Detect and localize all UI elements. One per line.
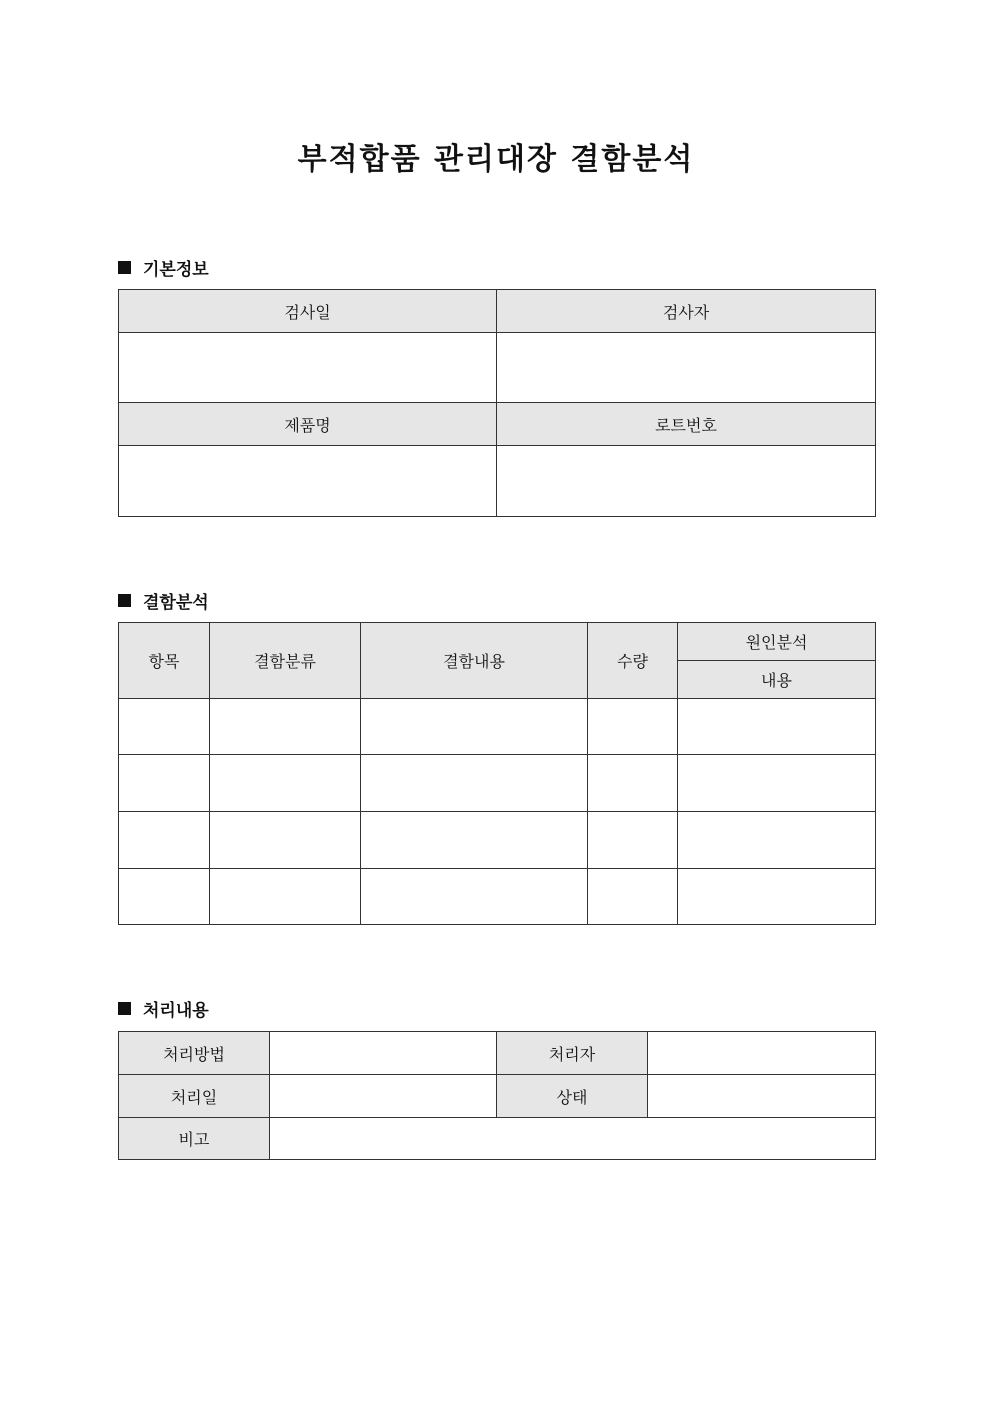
processing-date-label: 처리일 bbox=[119, 1075, 270, 1118]
table-row bbox=[119, 869, 876, 925]
cell-category[interactable] bbox=[210, 869, 361, 925]
status-label: 상태 bbox=[497, 1075, 648, 1118]
section-heading-label: 결함분석 bbox=[143, 593, 209, 613]
cell-content[interactable] bbox=[361, 869, 588, 925]
basic-info-table bbox=[118, 289, 876, 517]
section-heading-defect-analysis bbox=[118, 588, 209, 613]
cell-content[interactable] bbox=[361, 812, 588, 869]
product-name-label: 제품명 bbox=[119, 403, 497, 446]
cell-cause[interactable] bbox=[678, 869, 876, 925]
cell-quantity[interactable] bbox=[588, 755, 678, 812]
cell-content[interactable] bbox=[361, 699, 588, 755]
table-row bbox=[119, 755, 876, 812]
cell-content[interactable] bbox=[361, 755, 588, 812]
inspection-date-label: 검사일 bbox=[119, 290, 497, 333]
cell-item[interactable] bbox=[119, 869, 210, 925]
cell-quantity[interactable] bbox=[588, 699, 678, 755]
inspector-field[interactable] bbox=[497, 333, 876, 403]
cell-item[interactable] bbox=[119, 812, 210, 869]
section-heading-basic-info bbox=[118, 255, 209, 280]
cell-cause[interactable] bbox=[678, 699, 876, 755]
lot-number-label: 로트번호 bbox=[497, 403, 876, 446]
processing-date-field[interactable] bbox=[270, 1075, 497, 1118]
defect-analysis-table bbox=[118, 622, 876, 925]
cell-quantity[interactable] bbox=[588, 869, 678, 925]
cell-category[interactable] bbox=[210, 699, 361, 755]
section-heading-label: 처리내용 bbox=[143, 1001, 209, 1021]
square-bullet-icon bbox=[118, 594, 131, 607]
section-heading-processing bbox=[118, 996, 209, 1021]
table-row bbox=[119, 812, 876, 869]
column-header-item: 항목 bbox=[119, 623, 210, 699]
column-header-category: 결함분류 bbox=[210, 623, 361, 699]
square-bullet-icon bbox=[118, 1002, 131, 1015]
handler-field[interactable] bbox=[648, 1032, 876, 1075]
status-field[interactable] bbox=[648, 1075, 876, 1118]
processing-method-label: 처리방법 bbox=[119, 1032, 270, 1075]
processing-method-field[interactable] bbox=[270, 1032, 497, 1075]
cell-quantity[interactable] bbox=[588, 812, 678, 869]
section-heading-label: 기본정보 bbox=[143, 260, 209, 280]
square-bullet-icon bbox=[118, 261, 131, 274]
handler-label: 처리자 bbox=[497, 1032, 648, 1075]
table-row bbox=[119, 699, 876, 755]
column-header-cause-detail: 내용 bbox=[678, 661, 876, 699]
processing-table bbox=[118, 1031, 876, 1160]
remarks-field[interactable] bbox=[270, 1118, 876, 1160]
product-name-field[interactable] bbox=[119, 446, 497, 517]
cell-category[interactable] bbox=[210, 812, 361, 869]
page-title: 부적합품 관리대장 결함분석 bbox=[297, 142, 695, 177]
cell-cause[interactable] bbox=[678, 755, 876, 812]
cell-item[interactable] bbox=[119, 699, 210, 755]
cell-item[interactable] bbox=[119, 755, 210, 812]
inspector-label: 검사자 bbox=[497, 290, 876, 333]
column-header-content: 결함내용 bbox=[361, 623, 588, 699]
cell-category[interactable] bbox=[210, 755, 361, 812]
cell-cause[interactable] bbox=[678, 812, 876, 869]
column-header-quantity: 수량 bbox=[588, 623, 678, 699]
inspection-date-field[interactable] bbox=[119, 333, 497, 403]
column-header-cause-analysis: 원인분석 bbox=[678, 623, 876, 661]
lot-number-field[interactable] bbox=[497, 446, 876, 517]
remarks-label: 비고 bbox=[119, 1118, 270, 1160]
